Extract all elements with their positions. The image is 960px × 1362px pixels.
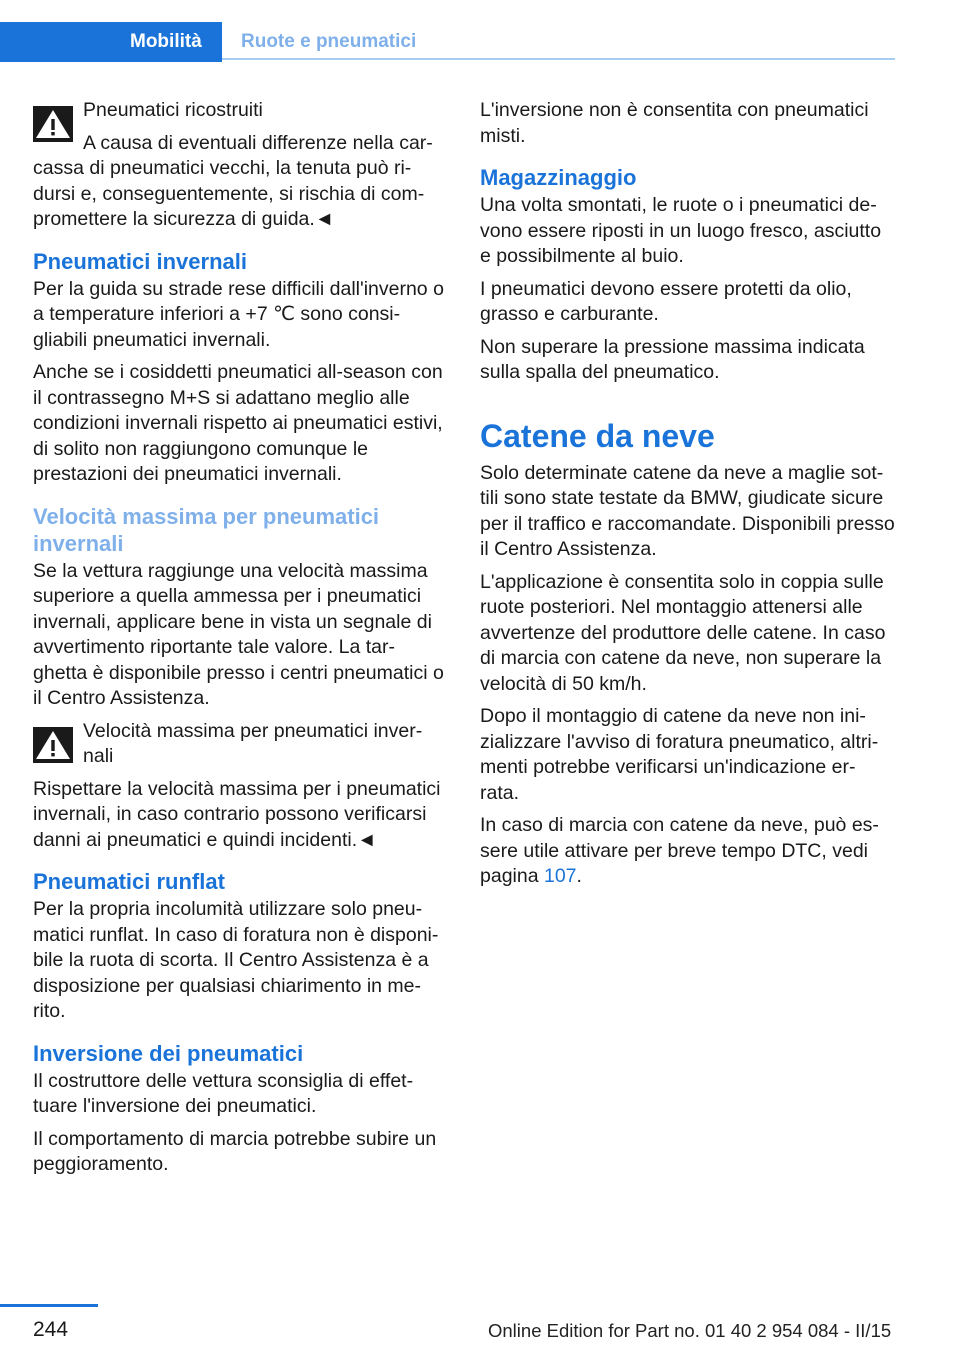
warning-title: Velocità massima per pneumatici inver‐ nali <box>83 719 423 767</box>
warning-block-speed <box>33 719 449 854</box>
heading-max-speed: Velocità massima per pneumatici invernali <box>33 503 380 556</box>
paragraph: I pneumatici devono essere protetti da olio, grasso e carburante. <box>480 277 852 325</box>
warning-block-retreaded <box>33 98 449 233</box>
paragraph: Solo determinate catene da neve a maglie sot‐ tili sono state testate da BMW, giudicate sicure per il traffico e raccomandate. Disponibili presso il Centro Assistenza. <box>480 461 895 560</box>
paragraph: Il costruttore delle vettura sconsiglia di effet‐ tuare l'inversione dei pneumatici. <box>33 1069 414 1117</box>
paragraph: Per la propria incolumità utilizzare solo pneu‐ matici runflat. In caso di foratura non è disponi‐ bile la ruota di scorta. Il Centro Assistenza è a disposizione per qualsiasi chiarimento in me‐ rito. <box>33 898 439 1022</box>
paragraph-end: . <box>576 865 582 887</box>
paragraph-with-link <box>480 813 896 890</box>
paragraph: Non superare la pressione massima indicata sulla spalla del pneumatico. <box>480 335 865 383</box>
warning-triangle-icon <box>33 727 73 763</box>
page-link[interactable]: 107 <box>543 865 577 887</box>
left-column <box>33 98 449 1185</box>
paragraph: L'inversione non è consentita con pneumatici misti. <box>480 99 869 147</box>
warning-triangle-icon <box>33 106 73 142</box>
heading-runflat: Pneumatici runflat <box>33 869 225 894</box>
warning-text: Rispettare la velocità massima per i pneumatici invernali, in caso contrario possono verificarsi danni ai pneumatici e quindi incidenti.◄ <box>33 777 441 851</box>
edition-footer: Online Edition for Part no. 01 40 2 954 084 - II/15 <box>488 1320 892 1341</box>
footer-rule <box>0 1304 98 1307</box>
paragraph-text: In caso di marcia con catene da neve, può es‐ sere utile attivare per breve tempo DTC, vedi pagina <box>480 814 879 887</box>
paragraph: Il comportamento di marcia potrebbe subire un peggioramento. <box>33 1127 437 1175</box>
section-tab[interactable]: Mobilità <box>0 22 222 62</box>
paragraph: Dopo il montaggio di catene da neve non ini‐ zializzare l'avviso di foratura pneumatico, altri‐ menti potrebbe verificarsi un'indicazione er‐ rata. <box>480 705 879 804</box>
paragraph: L'applicazione è consentita solo in coppia sulle ruote posteriori. Nel montaggio attenersi alle avvertenze del produttore delle catene. In caso di marcia con catene da neve, non superare la velocità di 50 km/h. <box>480 570 886 695</box>
page-number: 244 <box>33 1318 69 1341</box>
heading-snow-chains: Catene da neve <box>480 417 715 454</box>
paragraph: Anche se i cosiddetti pneumatici all-season con il contrassegno M+S si adattano meglio alle condizioni invernali rispetto ai pneumatici estivi, di solito non raggiungono comunque le prestazioni dei pneumatici invernali. <box>33 361 443 485</box>
heading-winter-tyres: Pneumatici invernali <box>33 248 247 274</box>
heading-rotation: Inversione dei pneumatici <box>33 1040 304 1066</box>
warning-text: cassa di pneumatici vecchi, la tenuta può ri‐ dursi e, conseguentemente, si rischia di com‐ promettere la sicurezza di guida.◄ <box>33 157 425 230</box>
paragraph: Per la guida su strade rese difficili dall'inverno o a temperature inferiori a +7 ℃ sono consi‐ gliabili pneumatici invernali. <box>33 277 444 351</box>
heading-storage: Magazzinaggio <box>480 165 637 190</box>
warning-text-first-line: A causa di eventuali differenze nella car‐ <box>83 131 433 154</box>
chapter-tab[interactable]: Ruote e pneumatici <box>222 22 895 60</box>
warning-title: Pneumatici ricostruiti <box>83 99 263 121</box>
header-tabbar <box>0 22 895 62</box>
paragraph: Se la vettura raggiunge una velocità massima superiore a quella ammessa per i pneumatici invernali, applicare bene in vista un segnale di avvertimento riportante tale valore. La tar‐ ghetta è disponibile presso i centri pneumatici o il Centro Assistenza. <box>33 559 444 709</box>
right-column <box>480 98 896 897</box>
paragraph: Una volta smontati, le ruote o i pneumatici de‐ vono essere riposti in un luogo fresco, asciutto e possibilmente al buio. <box>480 194 882 267</box>
